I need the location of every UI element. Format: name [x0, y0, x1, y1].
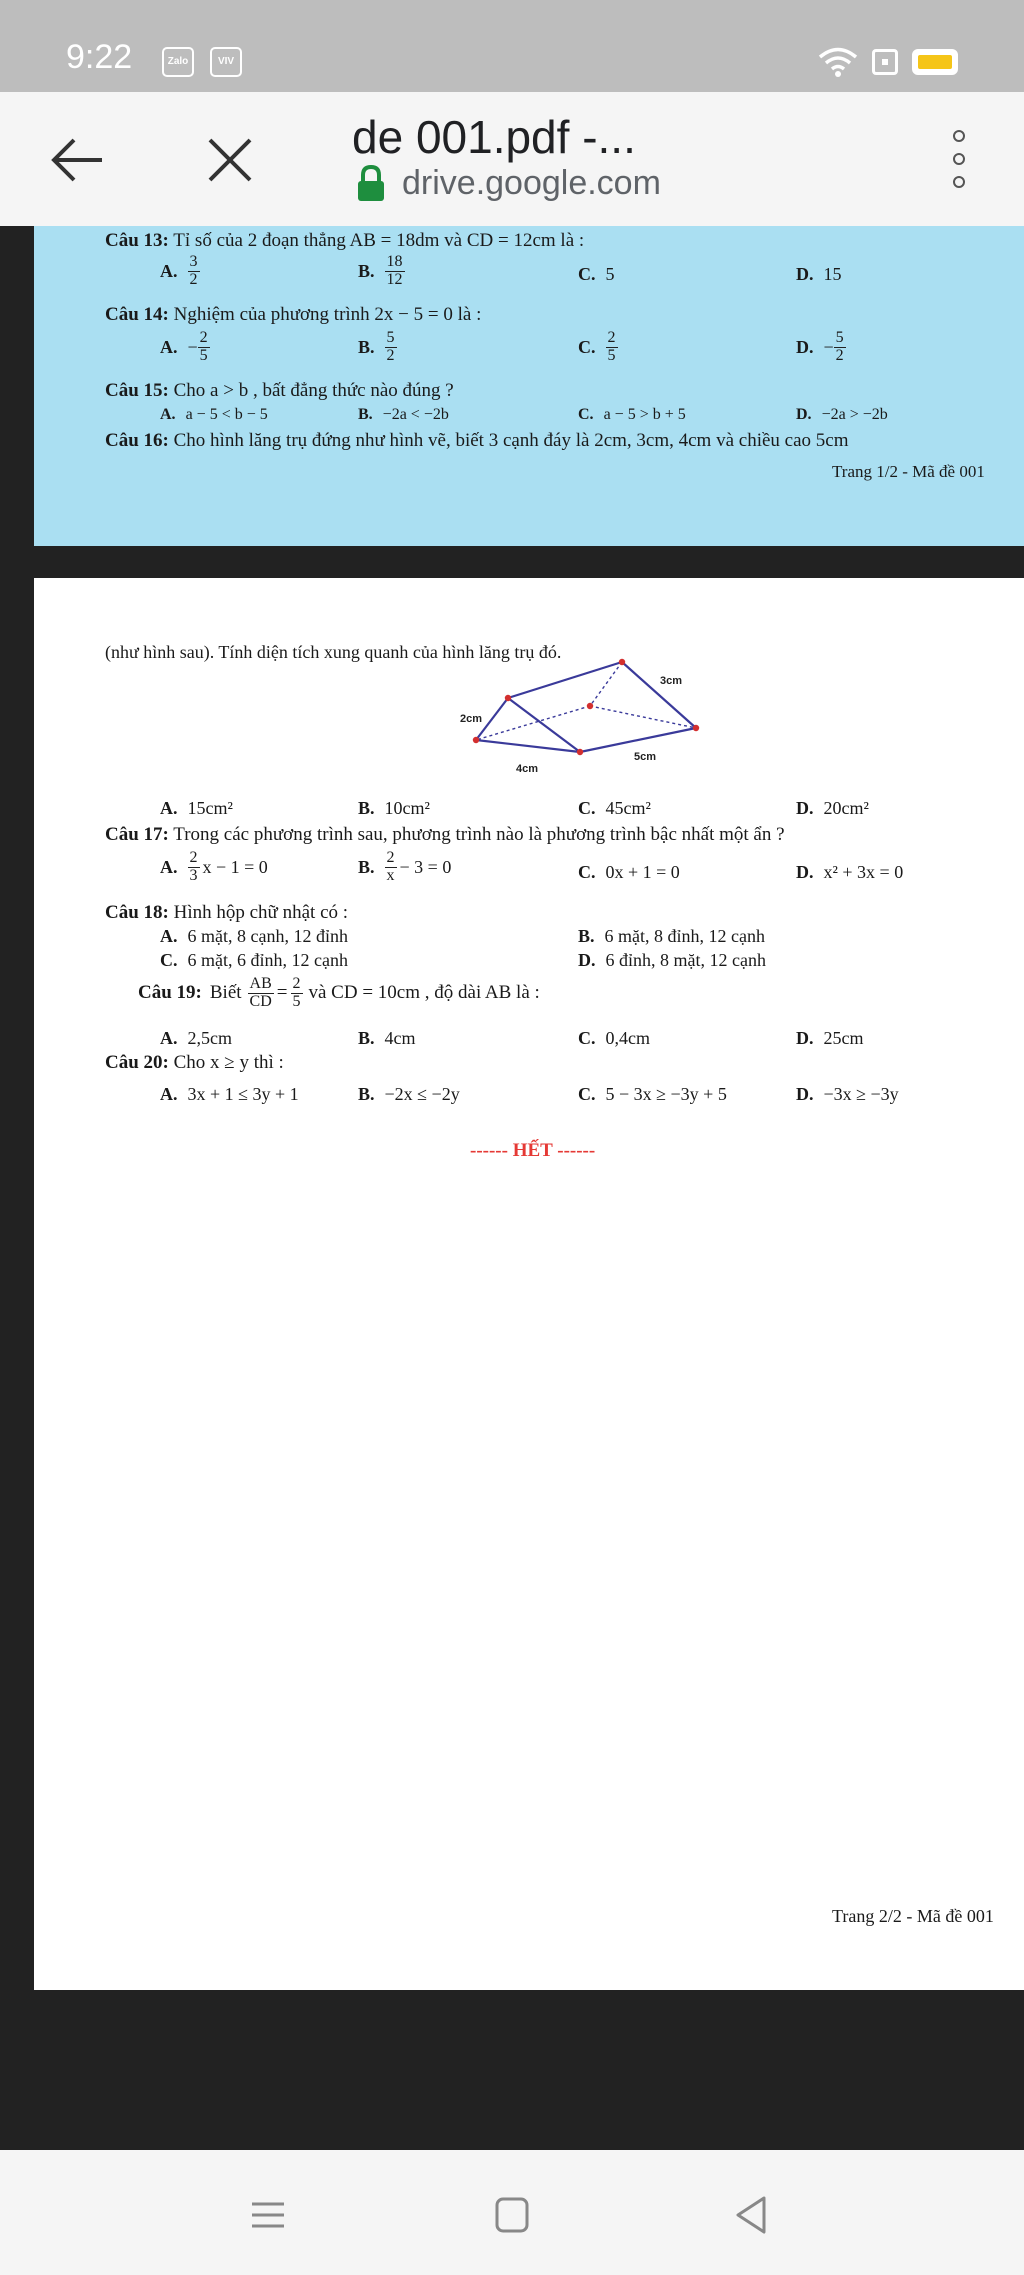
q19-option-b: B. 4cm	[358, 1028, 416, 1048]
q18-option-b: B. 6 mặt, 8 đỉnh, 12 cạnh	[578, 926, 765, 946]
q20-option-a: A. 3x + 1 ≤ 3y + 1	[160, 1084, 299, 1104]
q16-continued: (như hình sau). Tính diện tích xung quanh của hình lăng trụ đó.	[105, 642, 562, 662]
q15-option-d: D. −2a > −2b	[796, 406, 888, 423]
q15-option-c: C. a − 5 > b + 5	[578, 406, 686, 423]
q16-option-a: A. 15cm²	[160, 798, 233, 818]
url-row	[356, 164, 661, 203]
q19-title: Câu 19: Biết $\frac{AB}{CD}$ = $\frac{2}{5}$ và CD = 10cm , độ dài AB là :	[138, 975, 540, 1010]
q14-option-d: D. − $\frac{5}{2}$	[796, 329, 844, 364]
q13-option-a: A. $\frac{3}{2}$	[160, 253, 198, 288]
zalo-notification-icon: Zalo	[162, 47, 194, 77]
close-button[interactable]	[190, 120, 270, 200]
q20-option-c: C. 5 − 3x ≥ −3y + 5	[578, 1084, 727, 1104]
status-icons	[818, 44, 958, 80]
end-marker: ------ HẾT ------	[470, 1140, 596, 1161]
q20-title: Câu 20: Cho x ≥ y thì :	[105, 1052, 284, 1073]
sim-icon	[872, 49, 898, 75]
menu-nav-icon[interactable]	[238, 2190, 298, 2240]
q14-title: Câu 14: Nghiệm của phương trình 2x − 5 = 0 là :	[105, 304, 482, 325]
q18-title: Câu 18: Hình hộp chữ nhật có :	[105, 902, 349, 923]
q15-title: Câu 15: Cho a > b , bất đẳng thức nào đúng ?	[105, 380, 454, 401]
q17-option-a: A. $\frac{2}{3}$ x − 1 = 0	[160, 849, 268, 884]
document-title: de 001.pdf -...	[352, 111, 636, 163]
more-vert-icon[interactable]	[934, 124, 984, 194]
q19-option-c: C. 0,4cm	[578, 1028, 650, 1048]
menu-dot	[953, 130, 965, 142]
status-time: 9:22	[66, 38, 133, 76]
pdf-page-2	[34, 578, 1024, 1990]
q20-option-b: B. −2x ≤ −2y	[358, 1084, 460, 1104]
back-button[interactable]	[40, 120, 120, 200]
q13-option-c: C. 5	[578, 264, 615, 284]
q19-option-d: D. 25cm	[796, 1028, 864, 1048]
close-icon	[190, 120, 270, 200]
q16-option-d: D. 20cm²	[796, 798, 869, 818]
url-text: drive.google.com	[402, 164, 661, 202]
q16-title: Câu 16: Cho hình lăng trụ đứng như hình vẽ, biết 3 cạnh đáy là 2cm, 3cm, 4cm và chiều cao 5cm	[105, 430, 849, 451]
prism-figure	[420, 656, 720, 786]
menu-dot	[953, 176, 965, 188]
q14-option-b: B. $\frac{5}{2}$	[358, 329, 395, 364]
q16-option-b: B. 10cm²	[358, 798, 430, 818]
q16-option-c: C. 45cm²	[578, 798, 651, 818]
q13-option-d: D. 15	[796, 264, 842, 284]
q13-title: Câu 13: Tỉ số của 2 đoạn thẳng AB = 18dm và CD = 12cm là :	[105, 230, 585, 251]
q18-option-d: D. 6 đỉnh, 8 mặt, 12 cạnh	[578, 950, 766, 970]
page-2-footer: Trang 2/2 - Mã đề 001	[832, 1906, 994, 1926]
q18-option-c: C. 6 mặt, 6 đỉnh, 12 cạnh	[160, 950, 348, 970]
q14-option-c: C. $\frac{2}{5}$	[578, 329, 616, 364]
status-bar	[0, 0, 1024, 92]
q20-option-d: D. −3x ≥ −3y	[796, 1084, 899, 1104]
app-bar	[0, 92, 1024, 226]
q17-option-d: D. x² + 3x = 0	[796, 862, 904, 882]
battery-icon	[912, 49, 958, 75]
lock-icon	[356, 165, 386, 203]
figure-label-bottom: 4cm	[516, 763, 539, 775]
viv-notification-icon: VIV	[210, 47, 242, 77]
q15-option-b: B. −2a < −2b	[358, 406, 449, 423]
q14-option-a: A. − $\frac{2}{5}$	[160, 329, 208, 364]
figure-label-left: 2cm	[460, 713, 483, 725]
pdf-viewer[interactable]	[0, 226, 1024, 2150]
wifi-icon	[818, 46, 858, 78]
menu-dot	[953, 153, 965, 165]
q19-option-a: A. 2,5cm	[160, 1028, 232, 1048]
q18-option-a: A. 6 mặt, 8 cạnh, 12 đỉnh	[160, 926, 348, 946]
q13-option-b: B. $\frac{18}{12}$	[358, 253, 403, 288]
back-arrow-icon	[40, 120, 120, 200]
q17-option-c: C. 0x + 1 = 0	[578, 862, 680, 882]
figure-label-right: 5cm	[634, 751, 657, 763]
q15-option-a: A. a − 5 < b − 5	[160, 406, 268, 423]
navigation-bar	[0, 2150, 1024, 2275]
q17-option-b: B. $\frac{2}{x}$ − 3 = 0	[358, 849, 452, 884]
back-nav-icon[interactable]	[722, 2190, 782, 2240]
figure-label-top: 3cm	[660, 675, 683, 687]
page-1-footer: Trang 1/2 - Mã đề 001	[832, 462, 985, 481]
q17-title: Câu 17: Trong các phương trình sau, phương trình nào là phương trình bậc nhất một ẩn ?	[105, 824, 785, 845]
home-nav-icon[interactable]	[482, 2190, 542, 2240]
